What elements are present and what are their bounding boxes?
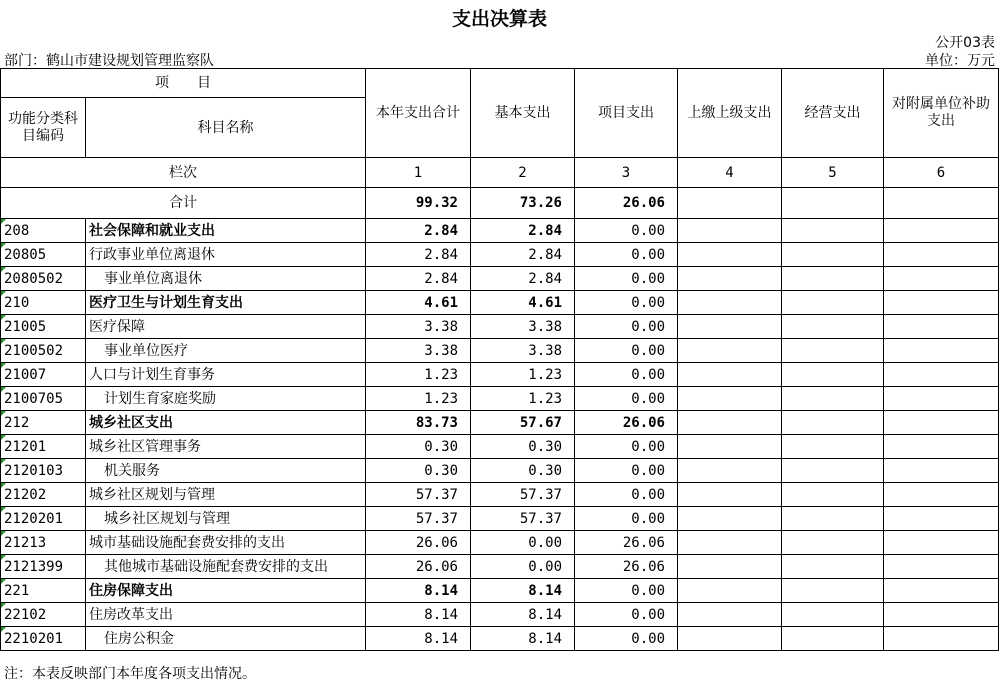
table-row: [1, 435, 999, 459]
empty-cell: [884, 387, 999, 411]
col-number: 2: [471, 158, 575, 188]
table-row: [1, 555, 999, 579]
row-code: 22102: [1, 603, 86, 627]
header-col-index: 栏次: [1, 158, 366, 188]
empty-cell: [782, 315, 884, 339]
empty-cell: [678, 363, 782, 387]
total-value: 26.06: [575, 188, 678, 219]
empty-cell: [678, 188, 782, 219]
row-name: 其他城市基础设施配套费安排的支出: [86, 555, 366, 579]
row-project-value: 0.00: [575, 459, 678, 483]
empty-cell: [782, 459, 884, 483]
empty-cell: [884, 291, 999, 315]
row-total-value: 1.23: [366, 363, 471, 387]
row-name: 住房保障支出: [86, 579, 366, 603]
empty-cell: [678, 627, 782, 651]
row-name: 机关服务: [86, 459, 366, 483]
col-number: 1: [366, 158, 471, 188]
row-total-value: 0.30: [366, 435, 471, 459]
row-code: 20805: [1, 243, 86, 267]
empty-cell: [782, 483, 884, 507]
header-col-subsidy: 对附属单位补助支出: [884, 69, 999, 158]
total-row: [1, 188, 999, 219]
row-basic-value: 57.37: [471, 483, 575, 507]
row-code: 2210201: [1, 627, 86, 651]
empty-cell: [678, 603, 782, 627]
row-project-value: 0.00: [575, 579, 678, 603]
empty-cell: [678, 459, 782, 483]
row-total-value: 8.14: [366, 579, 471, 603]
table-row: [1, 387, 999, 411]
row-project-value: 0.00: [575, 339, 678, 363]
row-code: 2120201: [1, 507, 86, 531]
row-basic-value: 57.67: [471, 411, 575, 435]
row-code: 210: [1, 291, 86, 315]
empty-cell: [884, 363, 999, 387]
empty-cell: [678, 411, 782, 435]
row-name: 行政事业单位离退休: [86, 243, 366, 267]
row-total-value: 8.14: [366, 603, 471, 627]
empty-cell: [884, 243, 999, 267]
row-total-value: 83.73: [366, 411, 471, 435]
row-code: 2100705: [1, 387, 86, 411]
col-number: 6: [884, 158, 999, 188]
col-number: 5: [782, 158, 884, 188]
unit-label: 单位：万元: [925, 53, 995, 69]
row-project-value: 26.06: [575, 411, 678, 435]
row-basic-value: 0.30: [471, 435, 575, 459]
empty-cell: [678, 435, 782, 459]
empty-cell: [678, 243, 782, 267]
row-project-value: 26.06: [575, 555, 678, 579]
empty-cell: [782, 435, 884, 459]
row-total-value: 3.38: [366, 315, 471, 339]
empty-cell: [884, 555, 999, 579]
table-row: [1, 627, 999, 651]
empty-cell: [678, 267, 782, 291]
row-name: 城市基础设施配套费安排的支出: [86, 531, 366, 555]
row-name: 住房公积金: [86, 627, 366, 651]
empty-cell: [678, 555, 782, 579]
empty-cell: [782, 219, 884, 243]
empty-cell: [782, 531, 884, 555]
header-col-basic: 基本支出: [471, 69, 575, 158]
row-total-value: 57.37: [366, 483, 471, 507]
row-project-value: 26.06: [575, 531, 678, 555]
row-project-value: 0.00: [575, 435, 678, 459]
empty-cell: [884, 435, 999, 459]
row-basic-value: 4.61: [471, 291, 575, 315]
row-total-value: 26.06: [366, 555, 471, 579]
row-project-value: 0.00: [575, 483, 678, 507]
header-col-upper: 上缴上级支出: [678, 69, 782, 158]
table-row: [1, 507, 999, 531]
row-name: 事业单位离退休: [86, 267, 366, 291]
row-basic-value: 3.38: [471, 315, 575, 339]
row-code: 212: [1, 411, 86, 435]
row-basic-value: 0.30: [471, 459, 575, 483]
row-code: 21201: [1, 435, 86, 459]
empty-cell: [884, 459, 999, 483]
table-row: [1, 603, 999, 627]
col-number: 4: [678, 158, 782, 188]
table-row: [1, 411, 999, 435]
row-code: 21202: [1, 483, 86, 507]
empty-cell: [782, 188, 884, 219]
table-row: [1, 483, 999, 507]
table-row: [1, 459, 999, 483]
row-code: 21213: [1, 531, 86, 555]
empty-cell: [678, 531, 782, 555]
row-basic-value: 1.23: [471, 387, 575, 411]
table-row: [1, 531, 999, 555]
row-code: 21007: [1, 363, 86, 387]
header-item: 项 目: [1, 69, 366, 98]
empty-cell: [678, 387, 782, 411]
empty-cell: [884, 507, 999, 531]
row-basic-value: 0.00: [471, 555, 575, 579]
header-subject-name: 科目名称: [86, 98, 366, 158]
total-label: 合计: [1, 188, 366, 219]
empty-cell: [782, 387, 884, 411]
table-row: [1, 219, 999, 243]
row-project-value: 0.00: [575, 507, 678, 531]
row-code: 2100502: [1, 339, 86, 363]
row-code: 221: [1, 579, 86, 603]
empty-cell: [782, 555, 884, 579]
row-code: 2121399: [1, 555, 86, 579]
row-project-value: 0.00: [575, 387, 678, 411]
form-code: 公开03表: [935, 35, 995, 51]
page-title: 支出决算表: [451, 8, 547, 30]
row-total-value: 4.61: [366, 291, 471, 315]
row-basic-value: 2.84: [471, 267, 575, 291]
empty-cell: [884, 315, 999, 339]
empty-cell: [678, 339, 782, 363]
row-project-value: 0.00: [575, 603, 678, 627]
row-code: 208: [1, 219, 86, 243]
row-total-value: 2.84: [366, 243, 471, 267]
row-basic-value: 1.23: [471, 363, 575, 387]
row-name: 医疗保障: [86, 315, 366, 339]
row-project-value: 0.00: [575, 363, 678, 387]
empty-cell: [782, 267, 884, 291]
empty-cell: [884, 603, 999, 627]
empty-cell: [782, 411, 884, 435]
empty-cell: [782, 363, 884, 387]
table-row: [1, 267, 999, 291]
row-total-value: 26.06: [366, 531, 471, 555]
row-code: 2080502: [1, 267, 86, 291]
row-project-value: 0.00: [575, 291, 678, 315]
empty-cell: [678, 579, 782, 603]
empty-cell: [884, 219, 999, 243]
table-row: [1, 243, 999, 267]
row-total-value: 57.37: [366, 507, 471, 531]
department-label: 部门：鹤山市建设规划管理监察队: [4, 53, 214, 69]
row-basic-value: 8.14: [471, 579, 575, 603]
empty-cell: [884, 339, 999, 363]
row-name: 住房改革支出: [86, 603, 366, 627]
total-value: 73.26: [471, 188, 575, 219]
empty-cell: [782, 339, 884, 363]
empty-cell: [782, 627, 884, 651]
expenditure-table: [0, 68, 999, 651]
empty-cell: [782, 291, 884, 315]
row-name: 事业单位医疗: [86, 339, 366, 363]
row-basic-value: 0.00: [471, 531, 575, 555]
row-name: 医疗卫生与计划生育支出: [86, 291, 366, 315]
row-total-value: 8.14: [366, 627, 471, 651]
header-col-total: 本年支出合计: [366, 69, 471, 158]
empty-cell: [678, 291, 782, 315]
header-col-project: 项目支出: [575, 69, 678, 158]
row-total-value: 2.84: [366, 219, 471, 243]
table-row: [1, 579, 999, 603]
row-project-value: 0.00: [575, 627, 678, 651]
footnote: 注：本表反映部门本年度各项支出情况。: [4, 666, 256, 682]
row-name: 人口与计划生育事务: [86, 363, 366, 387]
row-total-value: 2.84: [366, 267, 471, 291]
empty-cell: [782, 579, 884, 603]
total-value: 99.32: [366, 188, 471, 219]
row-basic-value: 2.84: [471, 219, 575, 243]
row-code: 21005: [1, 315, 86, 339]
empty-cell: [782, 243, 884, 267]
empty-cell: [678, 219, 782, 243]
table-row: [1, 291, 999, 315]
row-name: 社会保障和就业支出: [86, 219, 366, 243]
empty-cell: [884, 627, 999, 651]
row-code: 2120103: [1, 459, 86, 483]
row-basic-value: 3.38: [471, 339, 575, 363]
empty-cell: [884, 531, 999, 555]
empty-cell: [782, 603, 884, 627]
empty-cell: [884, 411, 999, 435]
empty-cell: [884, 188, 999, 219]
header-func-code: 功能分类科目编码: [1, 98, 86, 158]
col-number: 3: [575, 158, 678, 188]
empty-cell: [884, 483, 999, 507]
row-project-value: 0.00: [575, 219, 678, 243]
table-row: [1, 315, 999, 339]
row-basic-value: 57.37: [471, 507, 575, 531]
header-col-business: 经营支出: [782, 69, 884, 158]
row-name: 城乡社区支出: [86, 411, 366, 435]
empty-cell: [678, 483, 782, 507]
row-project-value: 0.00: [575, 315, 678, 339]
table-row: [1, 363, 999, 387]
empty-cell: [884, 579, 999, 603]
row-basic-value: 2.84: [471, 243, 575, 267]
row-name: 城乡社区管理事务: [86, 435, 366, 459]
row-total-value: 0.30: [366, 459, 471, 483]
empty-cell: [678, 507, 782, 531]
row-name: 城乡社区规划与管理: [86, 507, 366, 531]
row-basic-value: 8.14: [471, 627, 575, 651]
row-basic-value: 8.14: [471, 603, 575, 627]
empty-cell: [884, 267, 999, 291]
row-name: 计划生育家庭奖励: [86, 387, 366, 411]
row-project-value: 0.00: [575, 243, 678, 267]
row-name: 城乡社区规划与管理: [86, 483, 366, 507]
row-project-value: 0.00: [575, 267, 678, 291]
row-total-value: 1.23: [366, 387, 471, 411]
empty-cell: [782, 507, 884, 531]
row-total-value: 3.38: [366, 339, 471, 363]
empty-cell: [678, 315, 782, 339]
table-row: [1, 339, 999, 363]
